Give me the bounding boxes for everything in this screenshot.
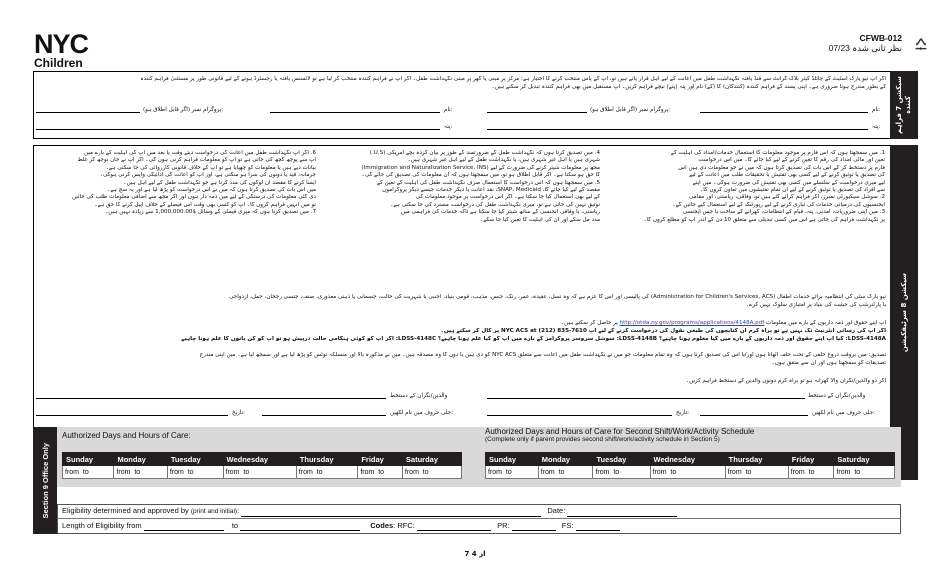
date-2-label: تاریخ: — [232, 410, 246, 416]
fs-label: FS: — [561, 521, 574, 530]
second-shift-title: Authorized Days and Hours of Care for Second Shift/Work/Activity Schedule — [485, 427, 755, 436]
cert-text-line: سے افراد کی تصدیق یا توثیق کرنے کے لیے ان تمام تفتیشوں میں تعاون کروں گا۔ — [700, 187, 885, 194]
provider-2-name-label: نام: — [444, 107, 453, 113]
eligibility-date-label: Date: — [547, 506, 566, 515]
provider-2-program-field[interactable] — [36, 112, 140, 113]
eligibility-row: Eligibility determined and approved by (print and initial): Date: — [62, 506, 677, 517]
signature-2-field[interactable] — [36, 398, 386, 399]
certification-column-middle — [322, 150, 600, 224]
cert-text-line: مجھ پر معلومات شیئر کرنے کی ضرورت کے لیے (Immigration and Naturalization Service, INS) — [361, 164, 600, 171]
ldss-line-2: LDSS-4148A: کیا آپ اپنے حقوق اور ذمہ داریوں کے بارے میں کیا معلوم ہونا چاہیے؟ LDSS-4148B: سوشل سروسز پروگرامز کے بارے میں آپ کو کیا علم ہونا چاہیے؟ LDSS-4148C: اگر آپ کو کوئی ہنگامی حالت درپیش ہو تو آپ کو کن باتوں کا علم ہونا چاہیے — [181, 336, 886, 342]
signature-1-field[interactable] — [487, 398, 805, 399]
pr-field[interactable] — [512, 523, 556, 531]
logo-children-text: Children — [34, 56, 83, 70]
cert-text-line: مدد مل سکے اور ان کی اہلیت کا تعین کیا جا سکے۔ — [479, 216, 600, 223]
day-header-thursday: Thursday — [725, 453, 788, 466]
day-header-monday: Monday — [114, 453, 167, 466]
day-header-friday: Friday — [788, 453, 834, 466]
hours-cell-monday[interactable]: from to — [114, 466, 167, 479]
cert-text-line: 2. سوشل سیکیورٹی نمبرز، اگر فراہم کرائے گئے ہیں تو، وفاقی، ریاستی، اور مقامی — [688, 194, 885, 201]
eligibility-field[interactable] — [241, 509, 541, 517]
length-to-label: to — [231, 521, 239, 530]
day-header-thursday: Thursday — [296, 453, 358, 466]
section-7-intro-line-2: کے بطور مندرج ہونا ضروری ہے۔ اپنی پسند کے فراہم کنندہ (کنندگان) کا (کے) نام اور پتہ (پتے) نیچے فراہم کریں۔ آپ مستقبل میں بھی فراہم کنندہ تبدیل کر سکتے ہیں۔ — [491, 84, 886, 90]
cert-text-line: کا حق ہو سکتا ہے۔ اگر قابل اطلاق ہو تو، میں سمجھتا ہوں کہ ان معلومات کی تصدیق کی جائے گی۔ — [361, 172, 600, 179]
cert-text-line: کی تصدیق یا توثیق کرنے کے لیے کسی بھی تفتیش یا تحقیقات طلب میں اعانت کے لیے — [689, 172, 885, 179]
hours-cell-tuesday[interactable]: from to — [593, 466, 650, 479]
day-header-monday: Monday — [538, 453, 593, 466]
rights-link[interactable]: http://otda.ny.gov/programs/applications/4148A.pdf — [619, 320, 765, 326]
provider-1-program-field[interactable] — [487, 112, 587, 113]
two-parent-note: اگر دو والدین/نگران والا گھرانہ ہو تو براہ کرم دونوں والدین کے دستخط فراہم کریں۔ — [685, 378, 886, 384]
codes-label: Codes — [370, 521, 394, 530]
hours-cell-friday[interactable]: from to — [358, 466, 403, 479]
cert-text-line: تعین اور مالی امداد کی رقم کا تعین کرنے کے لیے کیا جائے گا۔ میں اس درخواست — [698, 157, 885, 164]
logo-nyc-text: NYC — [34, 29, 89, 59]
nondiscrimination-line-2: یا پارٹنرشپ کی حیثیت کی بنیاد پر امتیازی سلوک نہیں کرے۔ — [745, 302, 886, 308]
hours-cell-thursday[interactable]: from to — [296, 466, 358, 479]
section-7-intro-line-1: اگر آپ نیو یارک اسٹیٹ کے چائلڈ کیئر بلاک گرانٹ سے فنڈ یافتہ نگہداشت طفل میں اعانت کے لیے اہل قرار پاتے ہیں تو، آپ کے پاس منتخب کرنے کا اختیار ہے: مرکز پر مبنی یا گھر پر مبنی نگہداشت طفل۔ اگر آپ نے فراہم کنندہ منتخب کر لیا ہے تو لائسنس یافتہ یا رجسٹرڈ ہونے کے لیے قانونی طور پر مستثنیٰ فراہم کنندہ — [140, 76, 886, 82]
provider-1-name-label: نام: — [872, 107, 881, 113]
ldss-line-1: اگر آپ کی رسائی انٹرنیٹ تک نہیں ہے تو براہ کرم ان کتابچوں کی طبعی نقول کی درخواست کرنے کے لیے آپ NYC ACS at (212) 835-7610 پر کال کر سکتے ہیں۔ — [440, 328, 886, 334]
provider-1-program-label: پروگرام نمبر (اگر قابل اطلاق ہو): — [590, 107, 671, 113]
provider-2-name-field[interactable] — [270, 112, 440, 113]
date-1-field[interactable] — [487, 415, 672, 416]
length-label: Length of Eligibility from — [62, 521, 142, 530]
cert-text-line: 3. میں اپنی ضروریات، آمدنی، پتہ، قیام کے انتظامات، گھرانے کے ساخت یا جس ایجنسی — [682, 209, 885, 216]
printed-name-2-label: جلی حروف میں نام لکھیں: — [390, 410, 454, 416]
hours-cell-sunday[interactable]: from to — [63, 466, 114, 479]
form-code: CFWB-012 — [859, 33, 902, 43]
printed-name-1-field[interactable] — [700, 415, 808, 416]
day-header-wednesday: Wednesday — [223, 453, 296, 466]
date-1-label: تاریخ: — [676, 410, 690, 416]
hours-cell-tuesday[interactable]: from to — [167, 466, 223, 479]
cert-text-line: 4. میں تصدیق کرتا ہوں کہ نگہداشت طفل کے ضرورتمند کے طور پر بیان کردہ بچے امریکی (U.S.) — [369, 150, 600, 156]
cert-text-line: تو میں انہیں فراہم کروں گا۔ آپ کو کسی بھی وقت اس فیصلے کے خلاف اپیل کرنے کا حق ہے۔ — [94, 201, 316, 208]
hours-cell-thursday[interactable]: from to — [725, 466, 788, 479]
recycle-icon — [912, 36, 930, 54]
length-to-field[interactable] — [240, 523, 360, 531]
cert-text-line: آپ سے پوچھ گچھ کی جاتی ہے تو آپ کو معلومات فراہم کرنی ہوں گی۔ اگر آپ نے جان بوجھ کر غلط — [77, 157, 316, 164]
printed-name-1-label: جلی حروف میں نام لکھیں: — [812, 410, 876, 416]
day-header-tuesday: Tuesday — [593, 453, 650, 466]
second-shift-subtitle: (Complete only if parent provides second shift/work/activity schedule in Section 5) — [485, 436, 720, 443]
date-2-field[interactable] — [36, 415, 228, 416]
provider-1-address-field[interactable] — [487, 129, 868, 130]
length-row: Length of Eligibility from to Codes: RFC: PR: FS: — [62, 521, 620, 531]
attestation-line-2: تصدیقات کو سمجھتا ہوں اور ان سے متفق ہوں۔ — [771, 360, 886, 366]
cert-text-line: توثیق نہیں کی جاتی ہے تو، میری نگہداشت طفل کی درخواست مسترد کی جا سکتی ہے۔ — [390, 201, 600, 208]
form-code-block — [829, 33, 902, 53]
cert-text-line: فارم پر دستخط کر کے اس بات کی تصدیق کرتا ہوں کہ میں نے جو معلومات دی ہیں اس — [678, 164, 885, 171]
cert-text-line: 5. میں سمجھتا ہوں کہ اس درخواست کا استعمال صرف نگہداشت طفل کی اہلیت کے تعین کے — [376, 179, 600, 186]
rfc-field[interactable] — [417, 523, 491, 531]
hours-cell-monday[interactable]: from to — [538, 466, 593, 479]
cert-text-line: شہری ہیں یا اہل غیر شہری ہیں، یا نگہداشت طفل کے لیے اہل غیر شہری ہیں۔ — [407, 157, 600, 164]
cert-text-line: لیے میری درخواست کے سلسلے میں کسی بھی تفتیش کی ضرورت ہوگی۔ میں اپنے — [692, 179, 885, 186]
cert-text-line: 6. اگر آپ نگہداشت طفل میں اعانت کی درخواست دیتے وقت یا بعد میں آپ کی اہلیت کے بارے میں — [84, 150, 316, 156]
cert-text-line: ایجنسیوں کی درمیانی خدمات کی تیاری کرنے کے لیے رپورٹنگ کے لیے استعمال کیے جائیں گے۔ — [672, 201, 885, 208]
day-header-wednesday: Wednesday — [650, 453, 725, 466]
section-7-tab: سیکشن 7 فراہم کنندہ — [890, 71, 918, 139]
provider-2-program-label: پروگرام نمبر (اگر قابل اطلاق ہو): — [143, 107, 224, 113]
certification-column-right — [605, 150, 885, 224]
pr-label: PR: — [497, 521, 510, 530]
provider-1-address-label: پتہ: — [872, 124, 881, 130]
rights-text-post: پر حاصل کر سکتے ہیں۔ — [560, 320, 618, 326]
cert-text-line: 1. میں سمجھتا ہوں کہ اس فارم پر موجود معلومات کا استعمال خدمات/امداد کی اہلیت کے — [670, 150, 885, 156]
cert-text-line: ریاستی، یا وفاقی ایجنسی کے ساتھ شیئر کیا جا سکتا ہے تاکہ خدمات کی فراہمی میں — [400, 209, 600, 216]
hours-cell-wednesday[interactable]: from to — [223, 466, 296, 479]
signature-2-label: والدین/نگران کے دستخط — [390, 393, 448, 399]
fs-field[interactable] — [576, 523, 620, 531]
section-8-tab: سیکشن 8 سرٹیفکیشن — [890, 145, 918, 480]
cert-text-line: مقصد کے لیے کیا جائے گا، SNAP، Medicaid، نقد اعانت یا دیگر خدمات جیسے دیگر پروگراموں — [382, 187, 600, 194]
cert-text-line: میں اس بات کی تصدیق کرتا ہوں کہ میں نے اس درخواست کو پڑھ لیا ہے اور یہ سچ ہے۔ — [107, 187, 316, 194]
signature-1-label: والدین/نگران کے دستخط — [808, 393, 866, 399]
day-header-tuesday: Tuesday — [167, 453, 223, 466]
printed-name-2-field[interactable] — [262, 415, 386, 416]
hours-cell-saturday[interactable]: from to — [402, 466, 461, 479]
care-days-table-1 — [62, 452, 462, 479]
cert-text-line: بیانات دیے ہیں یا معلومات کو چھپایا ہے تو آپ کے خلاف قانونی کارروائی کی جا سکتی ہے۔ — [105, 164, 316, 171]
rfc-label: RFC: — [397, 521, 415, 530]
rights-text-pre: آپ اپنے حقوق اور ذمہ داریوں کے بارے میں معلومات — [766, 320, 886, 326]
nyc-children-logo — [34, 29, 96, 70]
eligibility-date-field[interactable] — [567, 509, 677, 517]
eligibility-label: Eligibility determined and approved by — [62, 506, 189, 515]
provider-2-address-label: پتہ: — [444, 124, 453, 130]
care-hours-title: Authorized Days and Hours of Care: — [62, 431, 191, 440]
length-from-field[interactable] — [144, 523, 224, 531]
page-number: 7 از 4 — [464, 550, 486, 558]
eligibility-hint: (print and initial) — [190, 508, 238, 515]
cert-text-line: کے لیے بھی استعمال کیا جا سکتا ہے۔ اگر اس درخواست پر موجود معلومات کی — [415, 194, 600, 201]
office-divider — [57, 518, 901, 519]
attestation-line-1: تصدیق: میں بروقت دروغ حلفی کے تحت حلف اٹھاتا ہوں اور/یا اس کی تصدیق کرتا ہوں کہ وہ تمام معلومات جو میں نے نگہداشت طفل میں اعانت سے متعلق NYC ACS کو دی ہیں یا دوں گا وہ مصدقہ ہیں۔ میں نے مذکورہ بالا اور منسلکہ نوٹس کو پڑھ لیا ہے اور سمجھ لیا ہے۔ میں اپنی مندرج — [199, 352, 886, 358]
provider-2-address-field[interactable] — [36, 129, 440, 130]
day-header-friday: Friday — [358, 453, 403, 466]
day-header-saturday: Saturday — [402, 453, 461, 466]
cert-text-line: ایسا کرنے کا مقصد ان لوگوں کی مدد کرنا ہے جو نگہداشت طفل کے لیے اہل ہیں۔ — [123, 179, 316, 186]
cert-text-line: جرمانہ، قید یا دونوں کی سزا ہو سکتی ہے، اور آپ کو اعانت کی ادائیگی واپس کرنی ہوگی۔ — [99, 172, 316, 179]
hours-cell-wednesday[interactable]: from to — [650, 466, 725, 479]
revision-date: نظر ثانی شدہ 07/23 — [828, 43, 902, 53]
cert-text-line: پر نگہداشت فراہم کی جاتی ہے اس میں کسی تبدیلی سے متعلق 10 دن کے اندر آپ کو مطلع کروں گا۔ — [643, 216, 885, 223]
certification-column-left — [38, 150, 316, 217]
nondiscrimination-line-1: نیو یارک سٹی کی انتظامیہ برائے خدمات اطفال (Administration for Children's Services, ACS) کی پالیسی اور اس کا عزم ہے کہ وہ نسل، عقیدہ، عمر، رنگ، جنس، مذہب، قومی بنیاد، اجنبی یا شہریت کی حالت، جسمانی یا ذہنی معذوری، صنف، جنسی رجحان، حمل، ازدواجی — [229, 294, 886, 300]
cert-text-line: 7. میں تصدیق کرتا ہوں کہ میری فیملی کے وسائل $1,000,000.00 سے زیادہ نہیں ہیں۔ — [105, 209, 316, 216]
cert-text-line: دی گئی معلومات کی درستگی کے لیے میں ذمہ دار ہوں اور اگر مجھ سے اضافی معلومات طلب کی جائیں — [72, 194, 316, 201]
hours-cell-sunday[interactable]: from to — [486, 466, 539, 479]
office-only-tab: Section 9 Office Only — [33, 427, 57, 534]
day-header-sunday: Sunday — [486, 453, 539, 466]
day-header-sunday: Sunday — [63, 453, 114, 466]
rights-line — [36, 320, 886, 327]
care-days-table-2 — [485, 452, 895, 479]
day-header-saturday: Saturday — [834, 453, 895, 466]
hours-cell-friday[interactable]: from to — [788, 466, 834, 479]
provider-1-name-field[interactable] — [700, 112, 868, 113]
hours-cell-saturday[interactable]: from to — [834, 466, 895, 479]
